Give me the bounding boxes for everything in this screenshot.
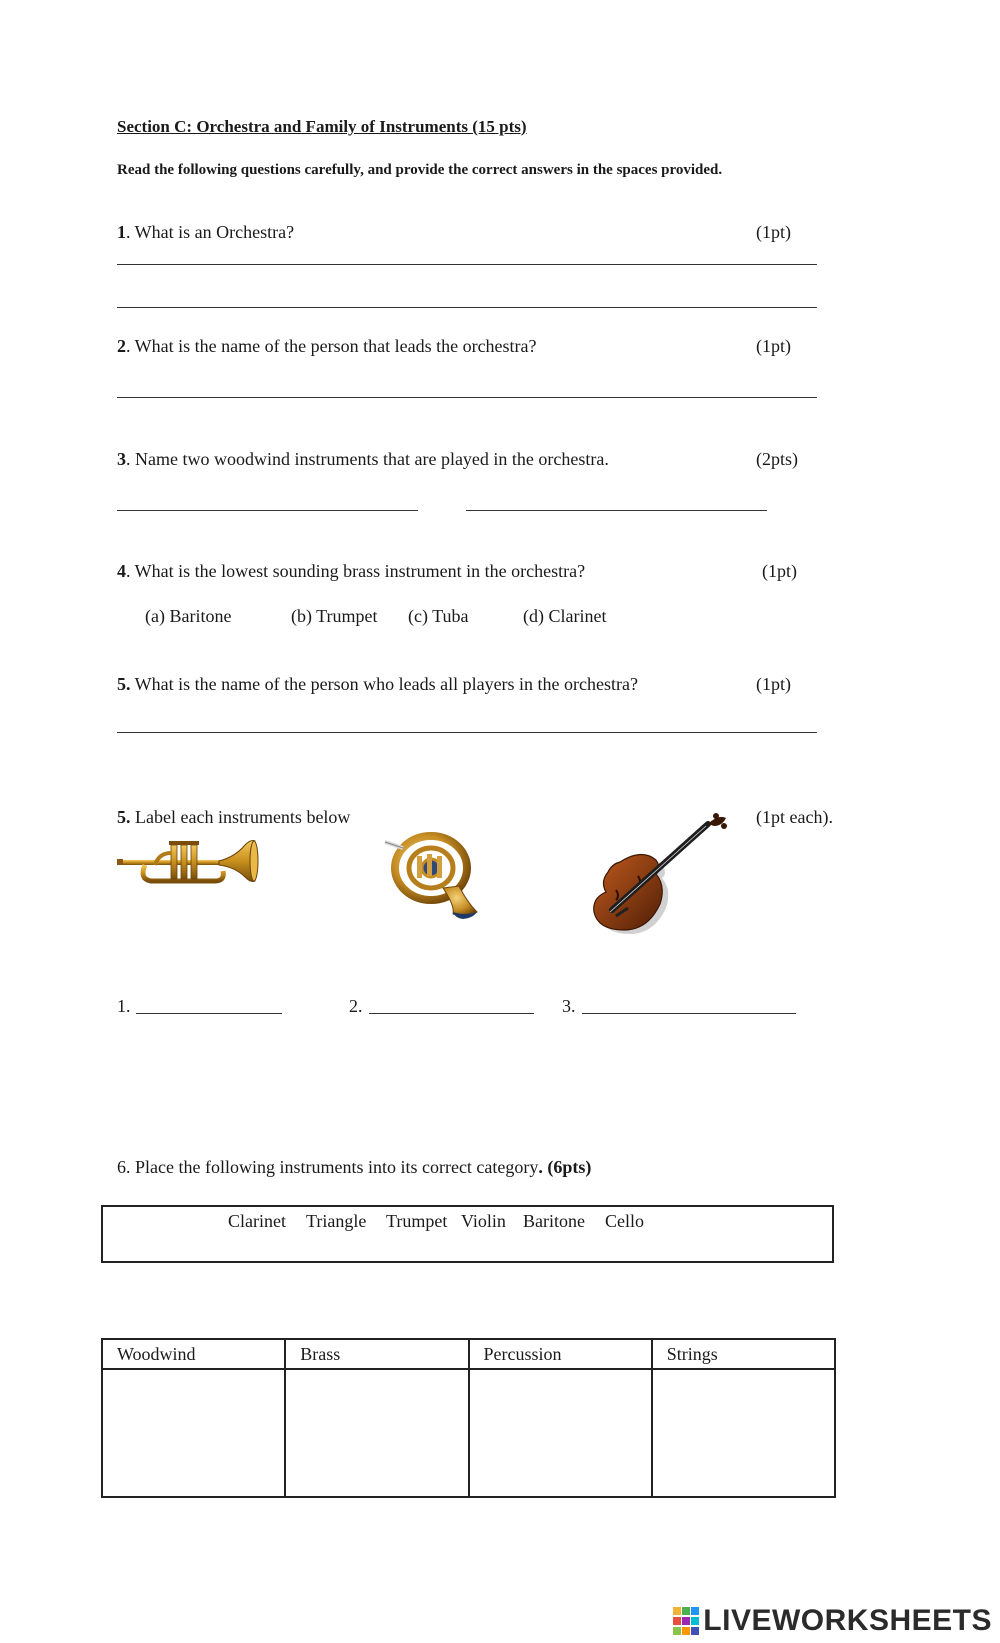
liveworksheets-logo-icon xyxy=(673,1607,699,1635)
section-title: Section C: Orchestra and Family of Instruments (15 pts) xyxy=(117,117,527,136)
question-4-text: . What is the lowest sounding brass instrument in the orchestra? xyxy=(126,561,586,581)
label-1: 1. xyxy=(117,996,131,1016)
option-d[interactable]: (d) Clarinet xyxy=(523,606,607,626)
question-label-instruments xyxy=(117,807,350,828)
answer-line-3a[interactable] xyxy=(117,510,418,511)
drop-zone-percussion[interactable] xyxy=(469,1369,652,1497)
question-6-text: 6. Place the following instruments into its correct category xyxy=(117,1157,539,1177)
label-3: 3. xyxy=(562,996,576,1016)
question-3-text: . Name two woodwind instruments that are played in the orchestra. xyxy=(126,449,609,469)
answer-line-1a[interactable] xyxy=(117,264,817,265)
question-5-points: (1pt) xyxy=(756,674,791,694)
instructions: Read the following questions carefully, and provide the correct answers in the spaces provided. xyxy=(117,162,723,178)
question-label-text: Label each instruments below xyxy=(130,807,351,827)
question-5-number: 5. xyxy=(117,674,131,694)
word-bank-item[interactable]: Triangle xyxy=(306,1211,367,1231)
question-3-points: (2pts) xyxy=(756,449,798,469)
french-horn-image xyxy=(383,828,483,920)
liveworksheets-logo xyxy=(673,1604,992,1638)
word-bank xyxy=(101,1205,834,1263)
question-3 xyxy=(117,449,609,470)
question-label-number: 5. xyxy=(117,807,131,827)
label-2: 2. xyxy=(349,996,363,1016)
label-line-1[interactable] xyxy=(136,1013,282,1014)
liveworksheets-brand-text: LIVEWORKSHEETS xyxy=(703,1604,992,1637)
trumpet-image xyxy=(115,835,260,895)
word-bank-item[interactable]: Cello xyxy=(605,1211,644,1231)
question-5 xyxy=(117,674,638,695)
question-5-text: What is the name of the person who leads all players in the orchestra? xyxy=(130,674,638,694)
word-bank-item[interactable]: Violin xyxy=(461,1211,506,1231)
question-4 xyxy=(117,561,585,582)
category-percussion: Percussion xyxy=(469,1339,652,1369)
answer-line-3b[interactable] xyxy=(466,510,767,511)
question-2 xyxy=(117,336,537,357)
question-1-number: 1 xyxy=(117,222,126,242)
option-c[interactable]: (c) Tuba xyxy=(408,606,469,626)
question-1 xyxy=(117,222,294,243)
question-2-text: . What is the name of the person that leads the orchestra? xyxy=(126,336,537,356)
question-3-number: 3 xyxy=(117,449,126,469)
drop-zone-strings[interactable] xyxy=(652,1369,835,1497)
question-1-text: . What is an Orchestra? xyxy=(126,222,295,242)
word-bank-item[interactable]: Trumpet xyxy=(386,1211,448,1231)
category-woodwind: Woodwind xyxy=(102,1339,285,1369)
question-2-points: (1pt) xyxy=(756,336,791,356)
category-table xyxy=(101,1338,836,1498)
option-b[interactable]: (b) Trumpet xyxy=(291,606,378,626)
question-2-number: 2 xyxy=(117,336,126,356)
question-1-points: (1pt) xyxy=(756,222,791,242)
drop-zone-woodwind[interactable] xyxy=(102,1369,285,1497)
question-4-number: 4 xyxy=(117,561,126,581)
category-brass: Brass xyxy=(285,1339,468,1369)
answer-line-5[interactable] xyxy=(117,732,817,733)
option-a[interactable]: (a) Baritone xyxy=(145,606,232,626)
question-label-points: (1pt each). xyxy=(756,807,833,827)
question-6-points: . (6pts) xyxy=(538,1157,592,1177)
question-4-points: (1pt) xyxy=(762,561,797,581)
category-strings: Strings xyxy=(652,1339,835,1369)
label-line-3[interactable] xyxy=(582,1013,796,1014)
question-6 xyxy=(117,1157,591,1178)
answer-line-2[interactable] xyxy=(117,397,817,398)
word-bank-item[interactable]: Clarinet xyxy=(228,1211,286,1231)
label-line-2[interactable] xyxy=(369,1013,534,1014)
drop-zone-brass[interactable] xyxy=(285,1369,468,1497)
violin-image xyxy=(590,812,740,934)
answer-line-1b[interactable] xyxy=(117,307,817,308)
word-bank-item[interactable]: Baritone xyxy=(523,1211,585,1231)
